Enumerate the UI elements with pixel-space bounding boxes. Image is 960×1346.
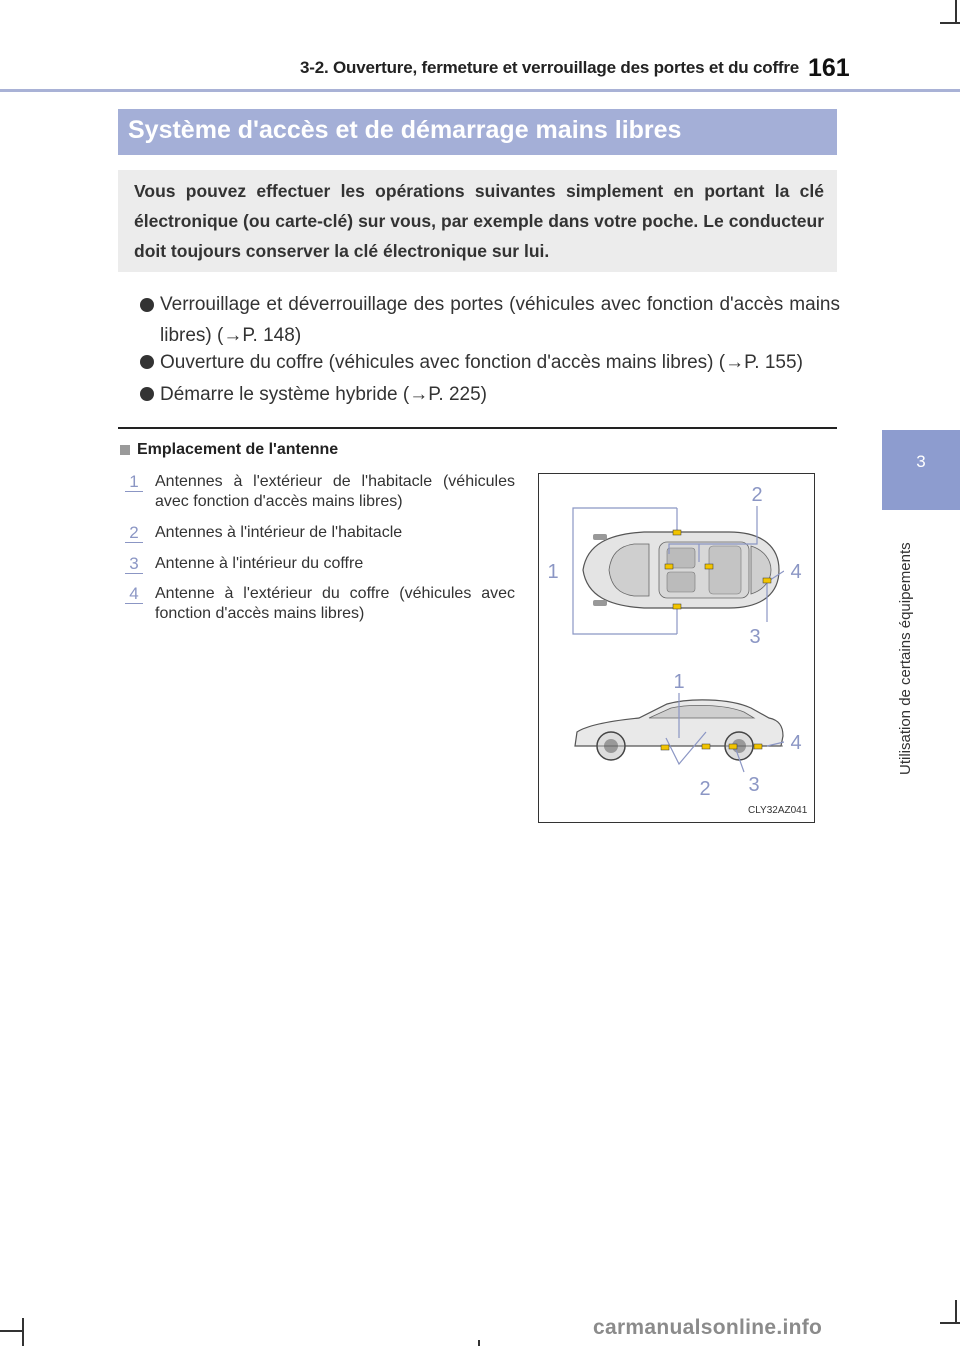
item-number: 1 — [127, 472, 141, 492]
crop-mark — [22, 1318, 24, 1346]
item-number-underline — [125, 491, 143, 492]
crop-mark — [478, 1340, 480, 1346]
callout-label: 1 — [673, 671, 685, 693]
bullet-dot-icon — [140, 387, 154, 401]
chapter-header-title: 3-2. Ouverture, fermeture et verrouillage des portes et du coffre — [300, 58, 800, 77]
callout-label: 1 — [547, 561, 559, 583]
item-number: 3 — [127, 554, 141, 574]
bullet-text: Ouverture du coffre (véhicules avec fonction d'accès mains libres) (→P. 155) — [160, 352, 803, 373]
list-item: Antenne à l'intérieur du coffre — [155, 555, 364, 572]
callout-label: 2 — [699, 778, 711, 800]
crop-mark — [940, 1322, 960, 1324]
section-title: Système d'accès et de démarrage mains libres — [128, 116, 682, 144]
crop-mark — [955, 1300, 957, 1322]
bullet-text: Démarre le système hybride (→P. 225) — [160, 384, 487, 405]
callout-label: 2 — [751, 484, 763, 506]
subsection-title: Emplacement de l'antenne — [137, 441, 339, 458]
item-number-underline — [125, 573, 143, 574]
callout-label: 3 — [748, 774, 760, 796]
chapter-side-label: Utilisation de certains équipements — [897, 542, 914, 775]
callout-label: 3 — [749, 626, 761, 648]
item-number: 4 — [127, 584, 141, 604]
chapter-tab-number: 3 — [916, 452, 926, 471]
bullet-item — [130, 347, 840, 378]
bullet-item — [130, 289, 840, 351]
square-bullet-icon — [120, 445, 130, 455]
bullet-item — [130, 379, 840, 410]
header-divider — [0, 89, 960, 92]
footer-watermark[interactable]: carmanualsonline.info — [593, 1316, 823, 1339]
crop-mark — [0, 1330, 22, 1332]
antenna-location-figure — [538, 473, 815, 823]
intro-text: Vous pouvez effectuer les opérations suivantes simplement en portant la clé électronique (ou carte-clé) sur vous, par exemple dans votre poche. Le conducteur doit toujours conserver la clé électronique sur lui. — [134, 181, 824, 261]
item-number: 2 — [127, 523, 141, 543]
bullet-text: Verrouillage et déverrouillage des portes (véhicules avec fonction d'accès mains libres) (→P. 148) — [160, 294, 840, 346]
item-number-underline — [125, 542, 143, 543]
bullet-dot-icon — [140, 298, 154, 312]
list-item: Antennes à l'intérieur de l'habitacle — [155, 524, 403, 541]
list-item: Antenne à l'extérieur du coffre (véhicules avec fonction d'accès mains libres) — [155, 585, 515, 622]
list-item: Antennes à l'extérieur de l'habitacle (véhicules avec fonction d'accès mains libres) — [155, 473, 515, 510]
bullet-dot-icon — [140, 355, 154, 369]
crop-mark — [940, 22, 960, 24]
callout-label: 4 — [790, 561, 802, 583]
callout-label: 4 — [790, 732, 802, 754]
page-number: 161 — [808, 54, 850, 82]
car-diagram — [539, 474, 814, 822]
figure-code: CLY32AZ041 — [748, 805, 808, 816]
subsection-divider — [118, 427, 837, 429]
crop-mark — [955, 0, 957, 22]
item-number-underline — [125, 603, 143, 604]
